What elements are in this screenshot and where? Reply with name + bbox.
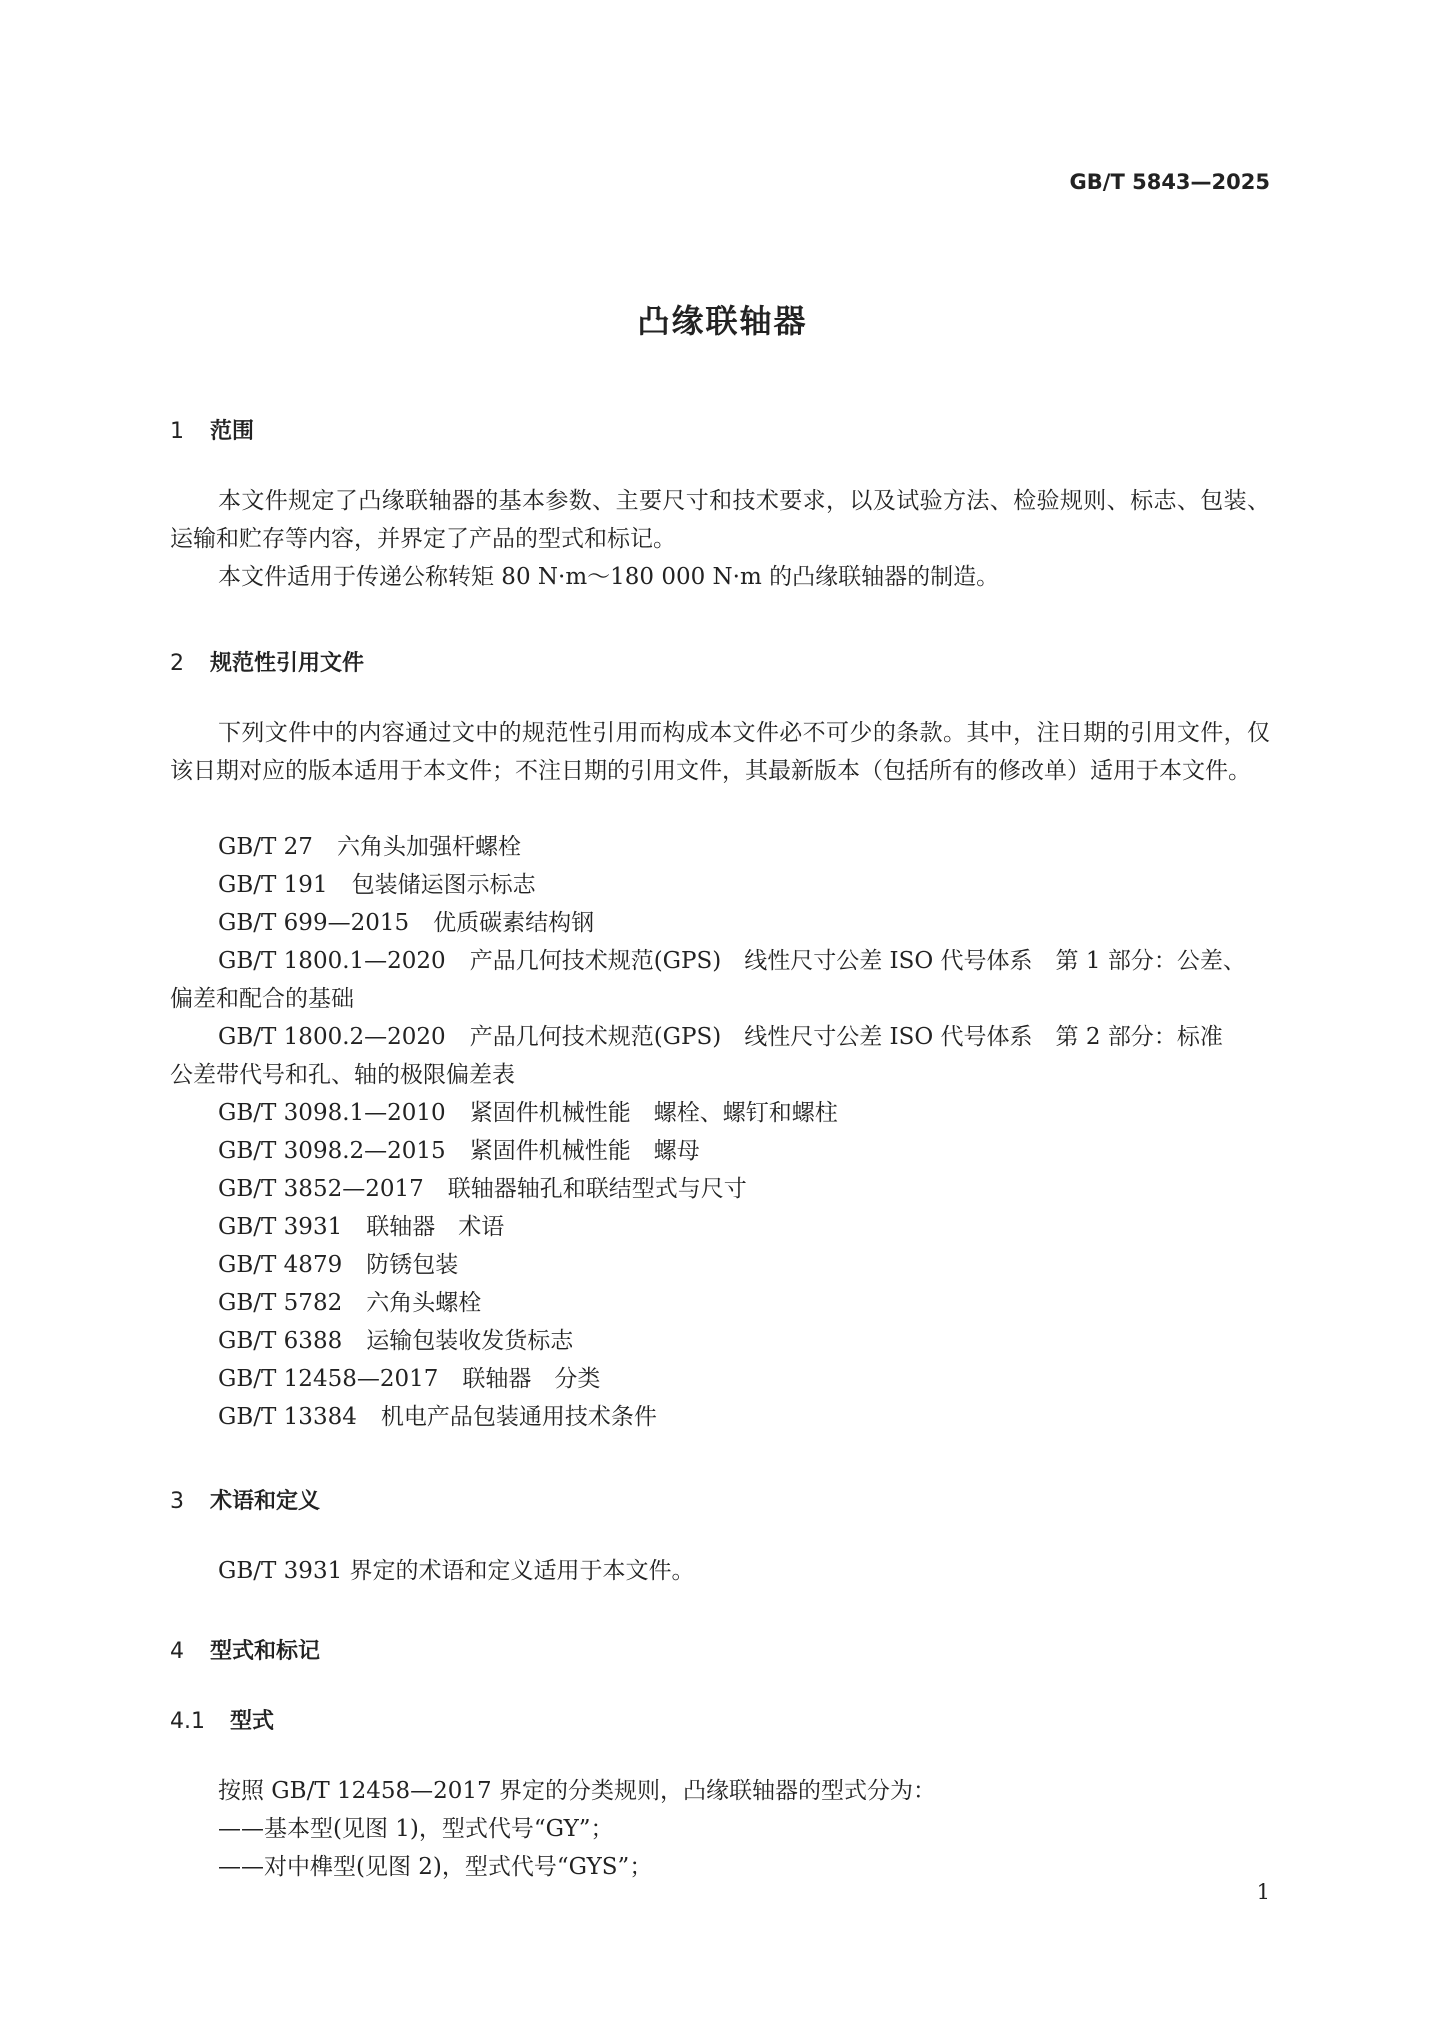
reference-title: 运输包装收发货标志 [366, 1328, 574, 1354]
reference-item [170, 1018, 1270, 1094]
section-title: 规范性引用文件 [210, 651, 365, 676]
document-title: 凸缘联轴器 [637, 302, 808, 340]
subsection-4-1-heading [170, 1704, 274, 1735]
reference-code: GB/T 12458—2017 [218, 1366, 439, 1392]
reference-code: GB/T 1800.2—2020 [218, 1024, 446, 1050]
section-title: 型式和标记 [210, 1639, 321, 1664]
standard-number: GB/T 5843—2025 [1069, 170, 1270, 194]
type-list-item: ——基本型(见图 1)，型式代号“GY”； [218, 1816, 614, 1842]
section-1-heading [170, 414, 254, 445]
reference-item [170, 1246, 1318, 1284]
reference-item [170, 1170, 1318, 1208]
reference-code: GB/T 13384 [218, 1404, 357, 1430]
subsection-title: 型式 [230, 1709, 275, 1734]
reference-item [170, 828, 1318, 866]
reference-title: 紧固件机械性能 螺栓、螺钉和螺柱 [469, 1100, 838, 1126]
section-number: 2 [170, 651, 184, 676]
reference-item [170, 1132, 1318, 1170]
type-paragraph: 按照 GB/T 12458—2017 界定的分类规则，凸缘联轴器的型式分为： [218, 1778, 936, 1804]
reference-code: GB/T 699—2015 [218, 910, 410, 936]
reference-title: 联轴器 术语 [366, 1214, 505, 1240]
reference-title: 包装储运图示标志 [351, 872, 536, 898]
section-title: 术语和定义 [210, 1489, 321, 1514]
reference-item [170, 1208, 1318, 1246]
reference-code: GB/T 1800.1—2020 [218, 948, 446, 974]
reference-item [170, 1094, 1318, 1132]
reference-item [170, 904, 1318, 942]
reference-title: 紧固件机械性能 螺母 [469, 1138, 700, 1164]
section-number: 4 [170, 1639, 184, 1664]
reference-item [170, 866, 1318, 904]
reference-title-continuation: 公差带代号和孔、轴的极限偏差表 [170, 1062, 515, 1088]
reference-title: 联轴器 分类 [462, 1366, 601, 1392]
reference-title: 防锈包装 [366, 1252, 459, 1278]
section-4-heading [170, 1634, 320, 1665]
reference-title: 产品几何技术规范(GPS) 线性尺寸公差 ISO 代号体系 第 2 部分：标准 [469, 1024, 1223, 1050]
reference-title: 优质碳素结构钢 [433, 910, 595, 936]
reference-item [170, 1398, 1318, 1436]
section-number: 1 [170, 419, 184, 444]
reference-code: GB/T 3852—2017 [218, 1176, 424, 1202]
reference-item [170, 1284, 1318, 1322]
scope-paragraph-1: 本文件规定了凸缘联轴器的基本参数、主要尺寸和技术要求，以及试验方法、检验规则、标志、包装、运输和贮存等内容，并界定了产品的型式和标记。 [170, 488, 1270, 552]
type-list-item: ——对中榫型(见图 2)，型式代号“GYS”； [218, 1854, 653, 1880]
scope-paragraph-2: 本文件适用于传递公称转矩 80 N·m～180 000 N·m 的凸缘联轴器的制造。 [218, 564, 1000, 590]
reference-title: 六角头加强杆螺栓 [336, 834, 521, 860]
section-2-heading [170, 646, 364, 677]
reference-code: GB/T 3098.2—2015 [218, 1138, 446, 1164]
reference-title: 产品几何技术规范(GPS) 线性尺寸公差 ISO 代号体系 第 1 部分：公差、 [469, 948, 1246, 974]
reference-code: GB/T 5782 [218, 1290, 343, 1316]
reference-code: GB/T 191 [218, 872, 328, 898]
reference-code: GB/T 3098.1—2010 [218, 1100, 446, 1126]
reference-code: GB/T 3931 [218, 1214, 343, 1240]
terms-paragraph: GB/T 3931 界定的术语和定义适用于本文件。 [218, 1558, 695, 1584]
reference-code: GB/T 6388 [218, 1328, 343, 1354]
page-number: 1 [1256, 1880, 1270, 1904]
section-number: 3 [170, 1489, 184, 1514]
reference-item [170, 1360, 1318, 1398]
reference-title: 联轴器轴孔和联结型式与尺寸 [447, 1176, 747, 1202]
reference-title: 机电产品包装通用技术条件 [380, 1404, 657, 1430]
reference-item [170, 1322, 1318, 1360]
section-3-heading [170, 1484, 320, 1515]
subsection-number: 4.1 [170, 1709, 205, 1734]
normative-references-intro: 下列文件中的内容通过文中的规范性引用而构成本文件必不可少的条款。其中，注日期的引用文件，仅该日期对应的版本适用于本文件；不注日期的引用文件，其最新版本（包括所有的修改单）适用于本文件。 [170, 720, 1270, 784]
reference-item [170, 942, 1270, 1018]
reference-title: 六角头螺栓 [366, 1290, 482, 1316]
reference-code: GB/T 4879 [218, 1252, 343, 1278]
reference-title-continuation: 偏差和配合的基础 [170, 986, 354, 1012]
section-title: 范围 [210, 419, 255, 444]
reference-code: GB/T 27 [218, 834, 313, 860]
